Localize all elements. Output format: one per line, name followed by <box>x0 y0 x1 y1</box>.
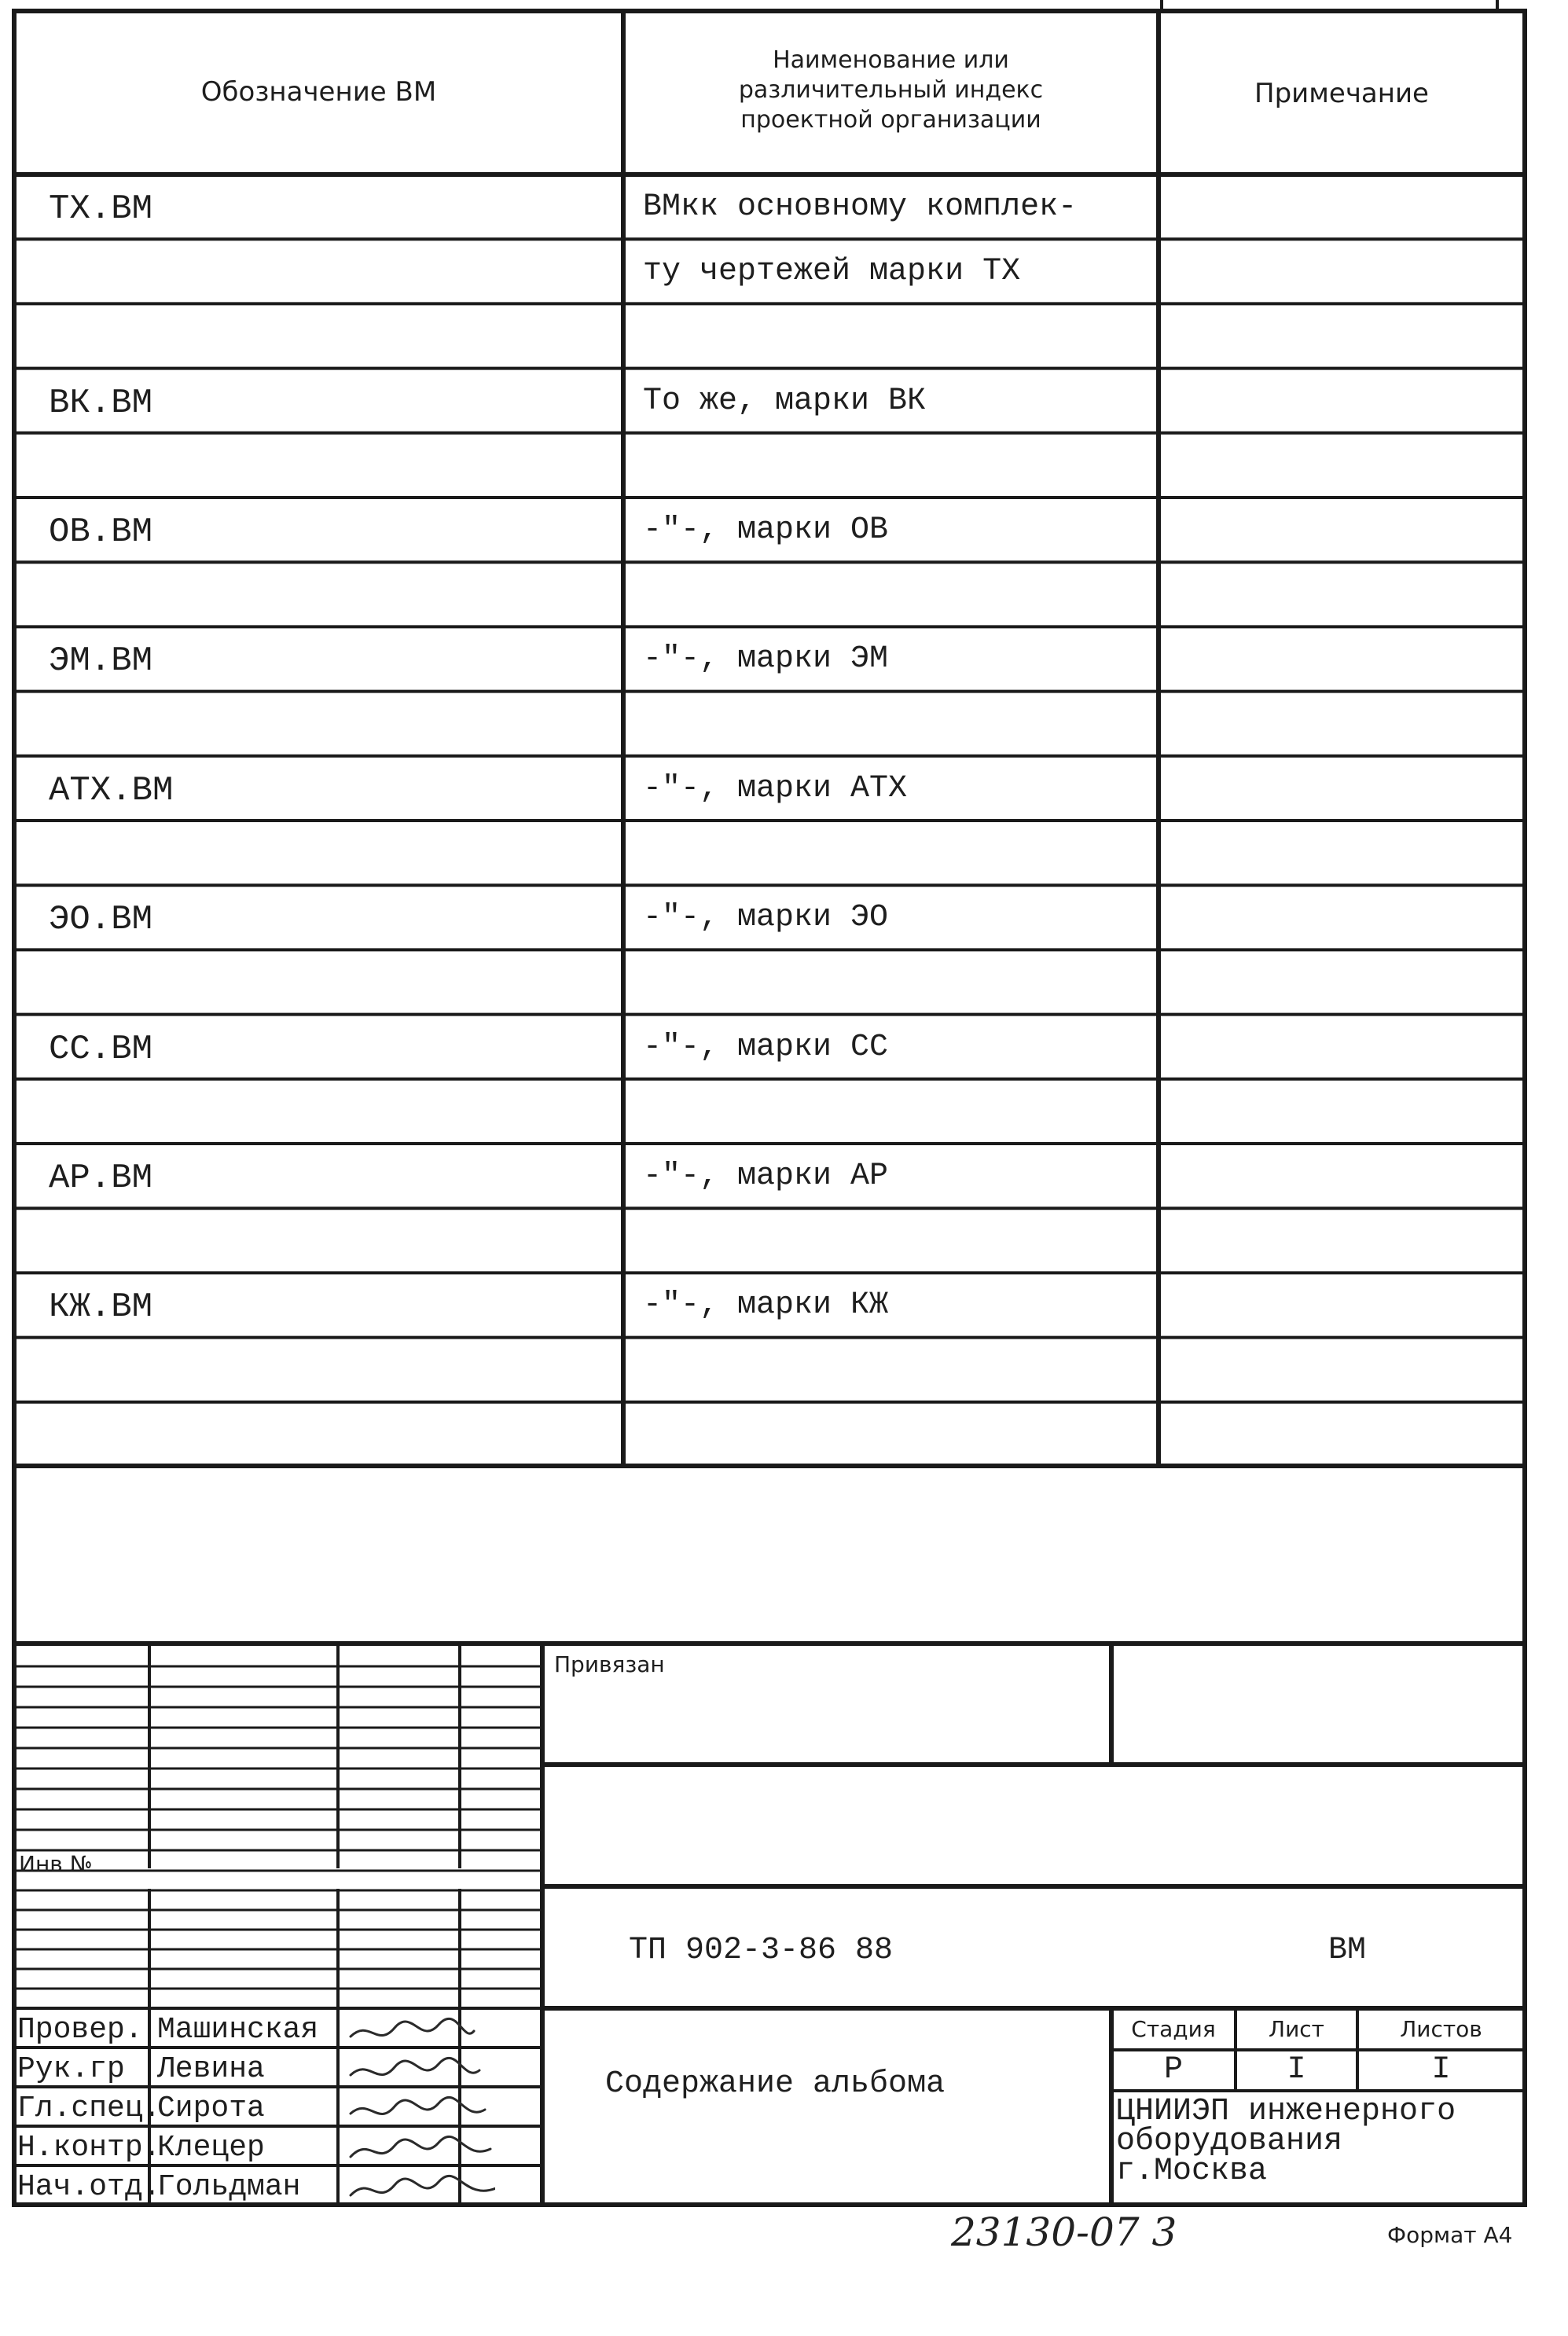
row-name: ту чертежей марки ТХ <box>643 254 1021 290</box>
row-designation: ТХ.ВМ <box>49 189 153 229</box>
header-note: Примечание <box>1254 78 1429 109</box>
row-name: -"-, марки ЭО <box>643 900 889 936</box>
row-designation: ВК.ВМ <box>49 383 153 423</box>
header-name <box>623 46 1159 135</box>
privyazan-label: Привязан <box>554 1651 665 1677</box>
sheets-value: I <box>1431 2052 1451 2088</box>
sheet-label: Лист <box>1269 2016 1324 2042</box>
row-designation: АР.ВМ <box>49 1159 153 1198</box>
signatory-name: Машинская <box>157 2013 319 2047</box>
signatory-name: Клецер <box>157 2131 265 2165</box>
row-name: То же, марки ВК <box>643 383 927 419</box>
document-title: Содержание альбома <box>605 2066 946 2102</box>
inventory-number: 23130-07 3 <box>951 2209 1177 2255</box>
signatory-role: Провер. <box>17 2013 143 2047</box>
row-designation: КЖ.ВМ <box>49 1287 153 1328</box>
row-name: -"-, марки АТХ <box>643 770 908 806</box>
row-name: ВМкк основному комплек- <box>643 189 1078 225</box>
project-code: ТП 902-3-86 88 <box>629 1933 894 1968</box>
sheets-label: Листов <box>1400 2016 1482 2042</box>
row-name: -"-, марки СС <box>643 1029 889 1065</box>
handwritten-signature <box>346 2174 495 2204</box>
inv-number-label: Инв № <box>19 1851 93 1877</box>
row-name: -"-, марки КЖ <box>643 1287 889 1324</box>
row-designation: ОВ.ВМ <box>49 512 153 552</box>
handwritten-signature <box>346 2017 495 2047</box>
stage-value: Р <box>1163 2052 1183 2088</box>
handwritten-signature <box>346 2056 495 2086</box>
organization-line-3: г.Москва <box>1116 2154 1268 2189</box>
organization <box>1116 2094 1456 2189</box>
row-name: -"-, марки ОВ <box>643 512 889 548</box>
signatory-name: Гольдман <box>157 2170 301 2204</box>
signatory-role: Нач.отд. <box>17 2170 161 2204</box>
row-designation: ЭО.ВМ <box>49 900 153 940</box>
organization-line-2: оборудования <box>1116 2124 1343 2159</box>
signatory-role: Н.контр. <box>17 2131 161 2165</box>
handwritten-signature <box>346 2135 495 2165</box>
handwritten-signature <box>346 2095 495 2125</box>
stage-label: Стадия <box>1131 2016 1216 2042</box>
row-designation: СС.ВМ <box>49 1029 153 1069</box>
signatory-role: Гл.спец. <box>17 2092 161 2125</box>
row-name: -"-, марки ЭМ <box>643 641 889 678</box>
signatory-role: Рук.гр <box>17 2052 125 2086</box>
sheet-mark: ВМ <box>1328 1933 1367 1968</box>
signatory-name: Левина <box>157 2052 265 2086</box>
organization-line-1: ЦНИИЭП инженерного <box>1116 2094 1456 2129</box>
row-name: -"-, марки АР <box>643 1159 889 1194</box>
sheet-value: I <box>1287 2052 1306 2088</box>
header-name-line-2: различительный индекс <box>738 76 1044 104</box>
header-designation: Обозначение ВМ <box>200 76 437 108</box>
row-designation: АТХ.ВМ <box>49 770 174 810</box>
format-label: Формат А4 <box>1387 2222 1513 2248</box>
signatory-name: Сирота <box>157 2092 265 2125</box>
header-name-line-1: Наименование или <box>773 46 1009 74</box>
header-name-line-3: проектной организации <box>740 106 1041 134</box>
row-designation: ЭМ.ВМ <box>49 641 153 681</box>
